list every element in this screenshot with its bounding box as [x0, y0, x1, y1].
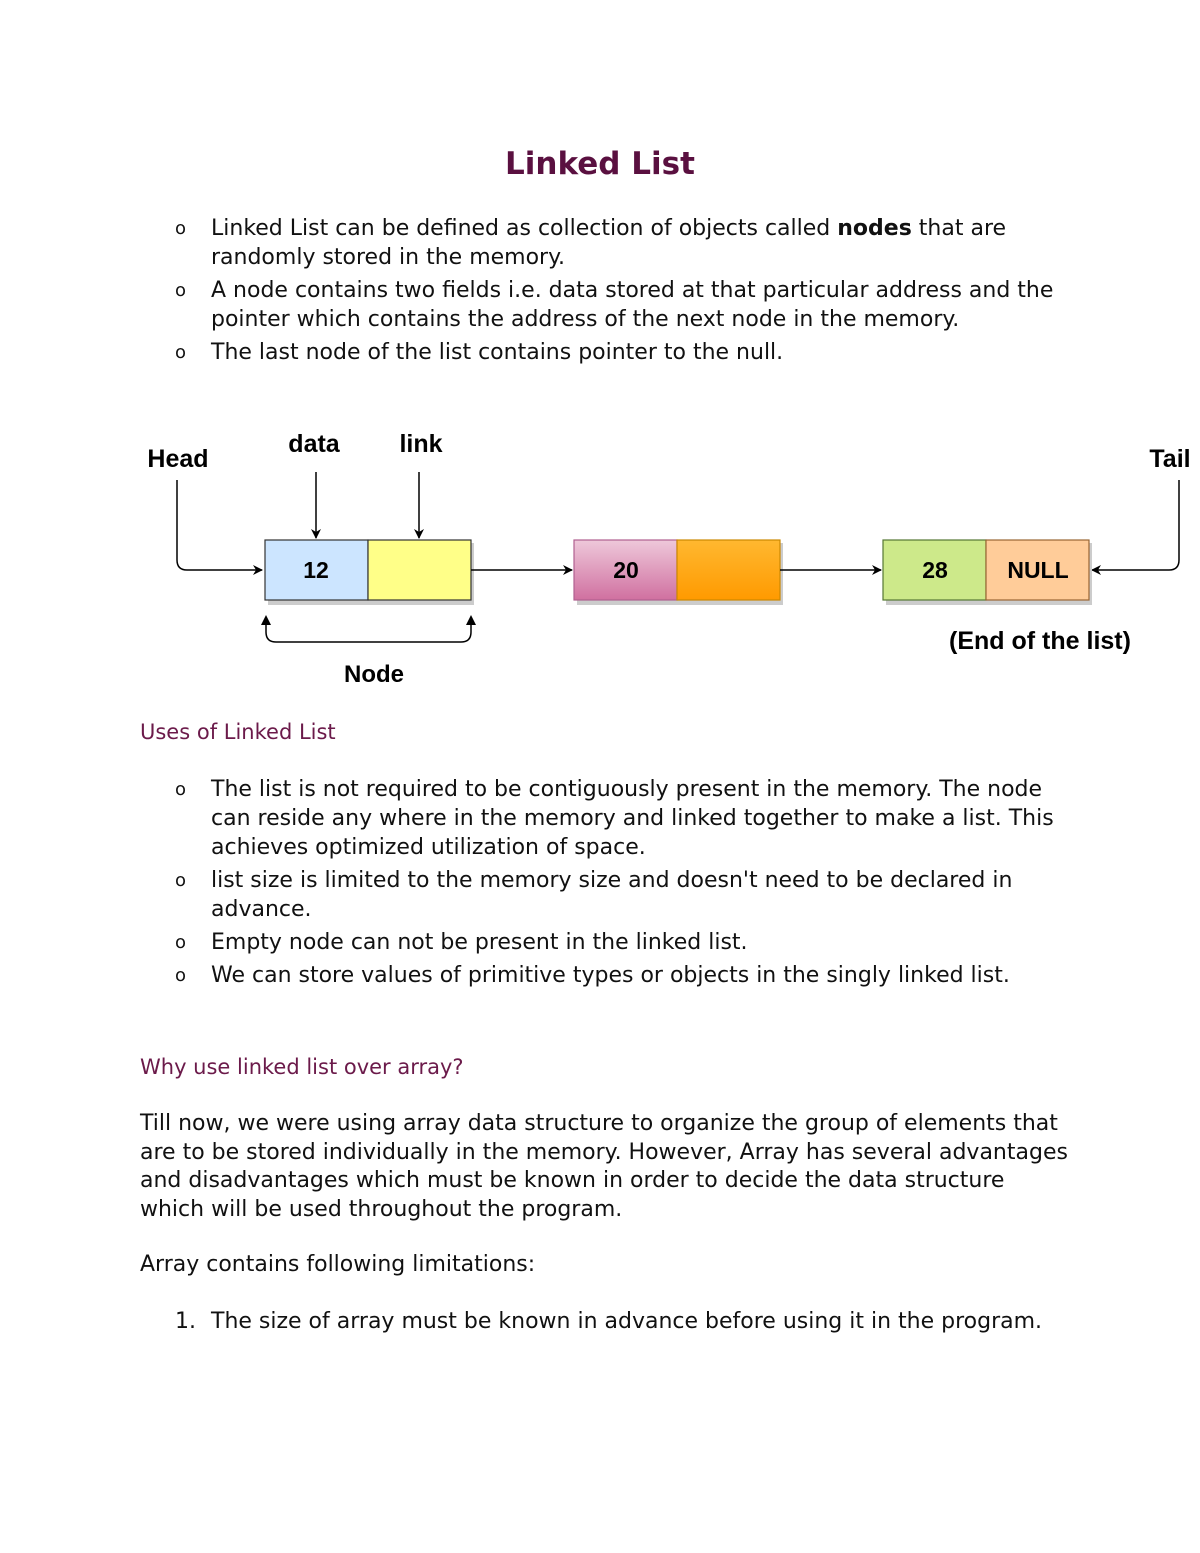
intro-list	[140, 214, 1070, 371]
node-3-link-value: NULL	[1007, 557, 1069, 583]
bullet-marker: o	[175, 342, 187, 363]
list-item: o list size is limited to the memory size and doesn't need to be declared in advance.	[175, 868, 1013, 922]
node-bracket	[266, 617, 471, 642]
list-item: o A node contains two fields i.e. data stored at that particular address and the pointer which contains the address of the next node in the memory.	[175, 278, 1054, 332]
bullet-marker: o	[175, 218, 187, 239]
list-item: o We can store values of primitive types or objects in the singly linked list.	[175, 963, 1010, 988]
head-arrow	[177, 480, 262, 570]
bullet-marker: o	[175, 932, 187, 953]
list-item: o The last node of the list contains pointer to the null.	[175, 340, 784, 365]
limitations-list	[140, 1307, 1070, 1340]
node-2-data-value: 20	[613, 557, 639, 583]
page-title: Linked List	[505, 146, 695, 182]
list-number: 1.	[175, 1309, 196, 1334]
node-1-link-field	[368, 540, 471, 600]
head-label: Head	[147, 445, 209, 473]
list-item: o The list is not required to be contiguously present in the memory. The node can reside any where in the memory and linked together to make a list. This achieves optimized utilization of space.	[175, 777, 1054, 860]
node-2-link-field	[677, 540, 780, 600]
data-label: data	[288, 430, 340, 458]
link-label: link	[399, 430, 443, 458]
tail-arrow	[1092, 480, 1179, 570]
list-item: o Linked List can be defined as collection of objects called nodes that are randomly stored in the memory.	[175, 216, 1007, 270]
uses-heading: Uses of Linked List	[140, 720, 336, 744]
uses-list	[140, 775, 1070, 994]
list-item: o Empty node can not be present in the linked list.	[175, 930, 748, 955]
node-1-data-value: 12	[303, 557, 329, 583]
linked-list-diagram	[0, 420, 1200, 700]
node-3-data-value: 28	[922, 557, 948, 583]
node-label: Node	[344, 661, 404, 688]
why-paragraph: Till now, we were using array data structure to organize the group of elements that are to be stored individually in the memory. However, Array has several advantages and disadvantages which must be known in order to decide the data structure which will be used throughout the program.	[140, 1111, 1068, 1222]
bullet-marker: o	[175, 870, 187, 891]
limitations-intro: Array contains following limitations:	[140, 1252, 536, 1277]
end-of-list-label: (End of the list)	[949, 627, 1131, 655]
list-item: 1. The size of array must be known in advance before using it in the program.	[175, 1309, 1043, 1334]
bullet-marker: o	[175, 280, 187, 301]
bullet-marker: o	[175, 779, 187, 800]
bullet-marker: o	[175, 965, 187, 986]
tail-label: Tail	[1149, 445, 1191, 473]
why-heading: Why use linked list over array?	[140, 1055, 464, 1079]
